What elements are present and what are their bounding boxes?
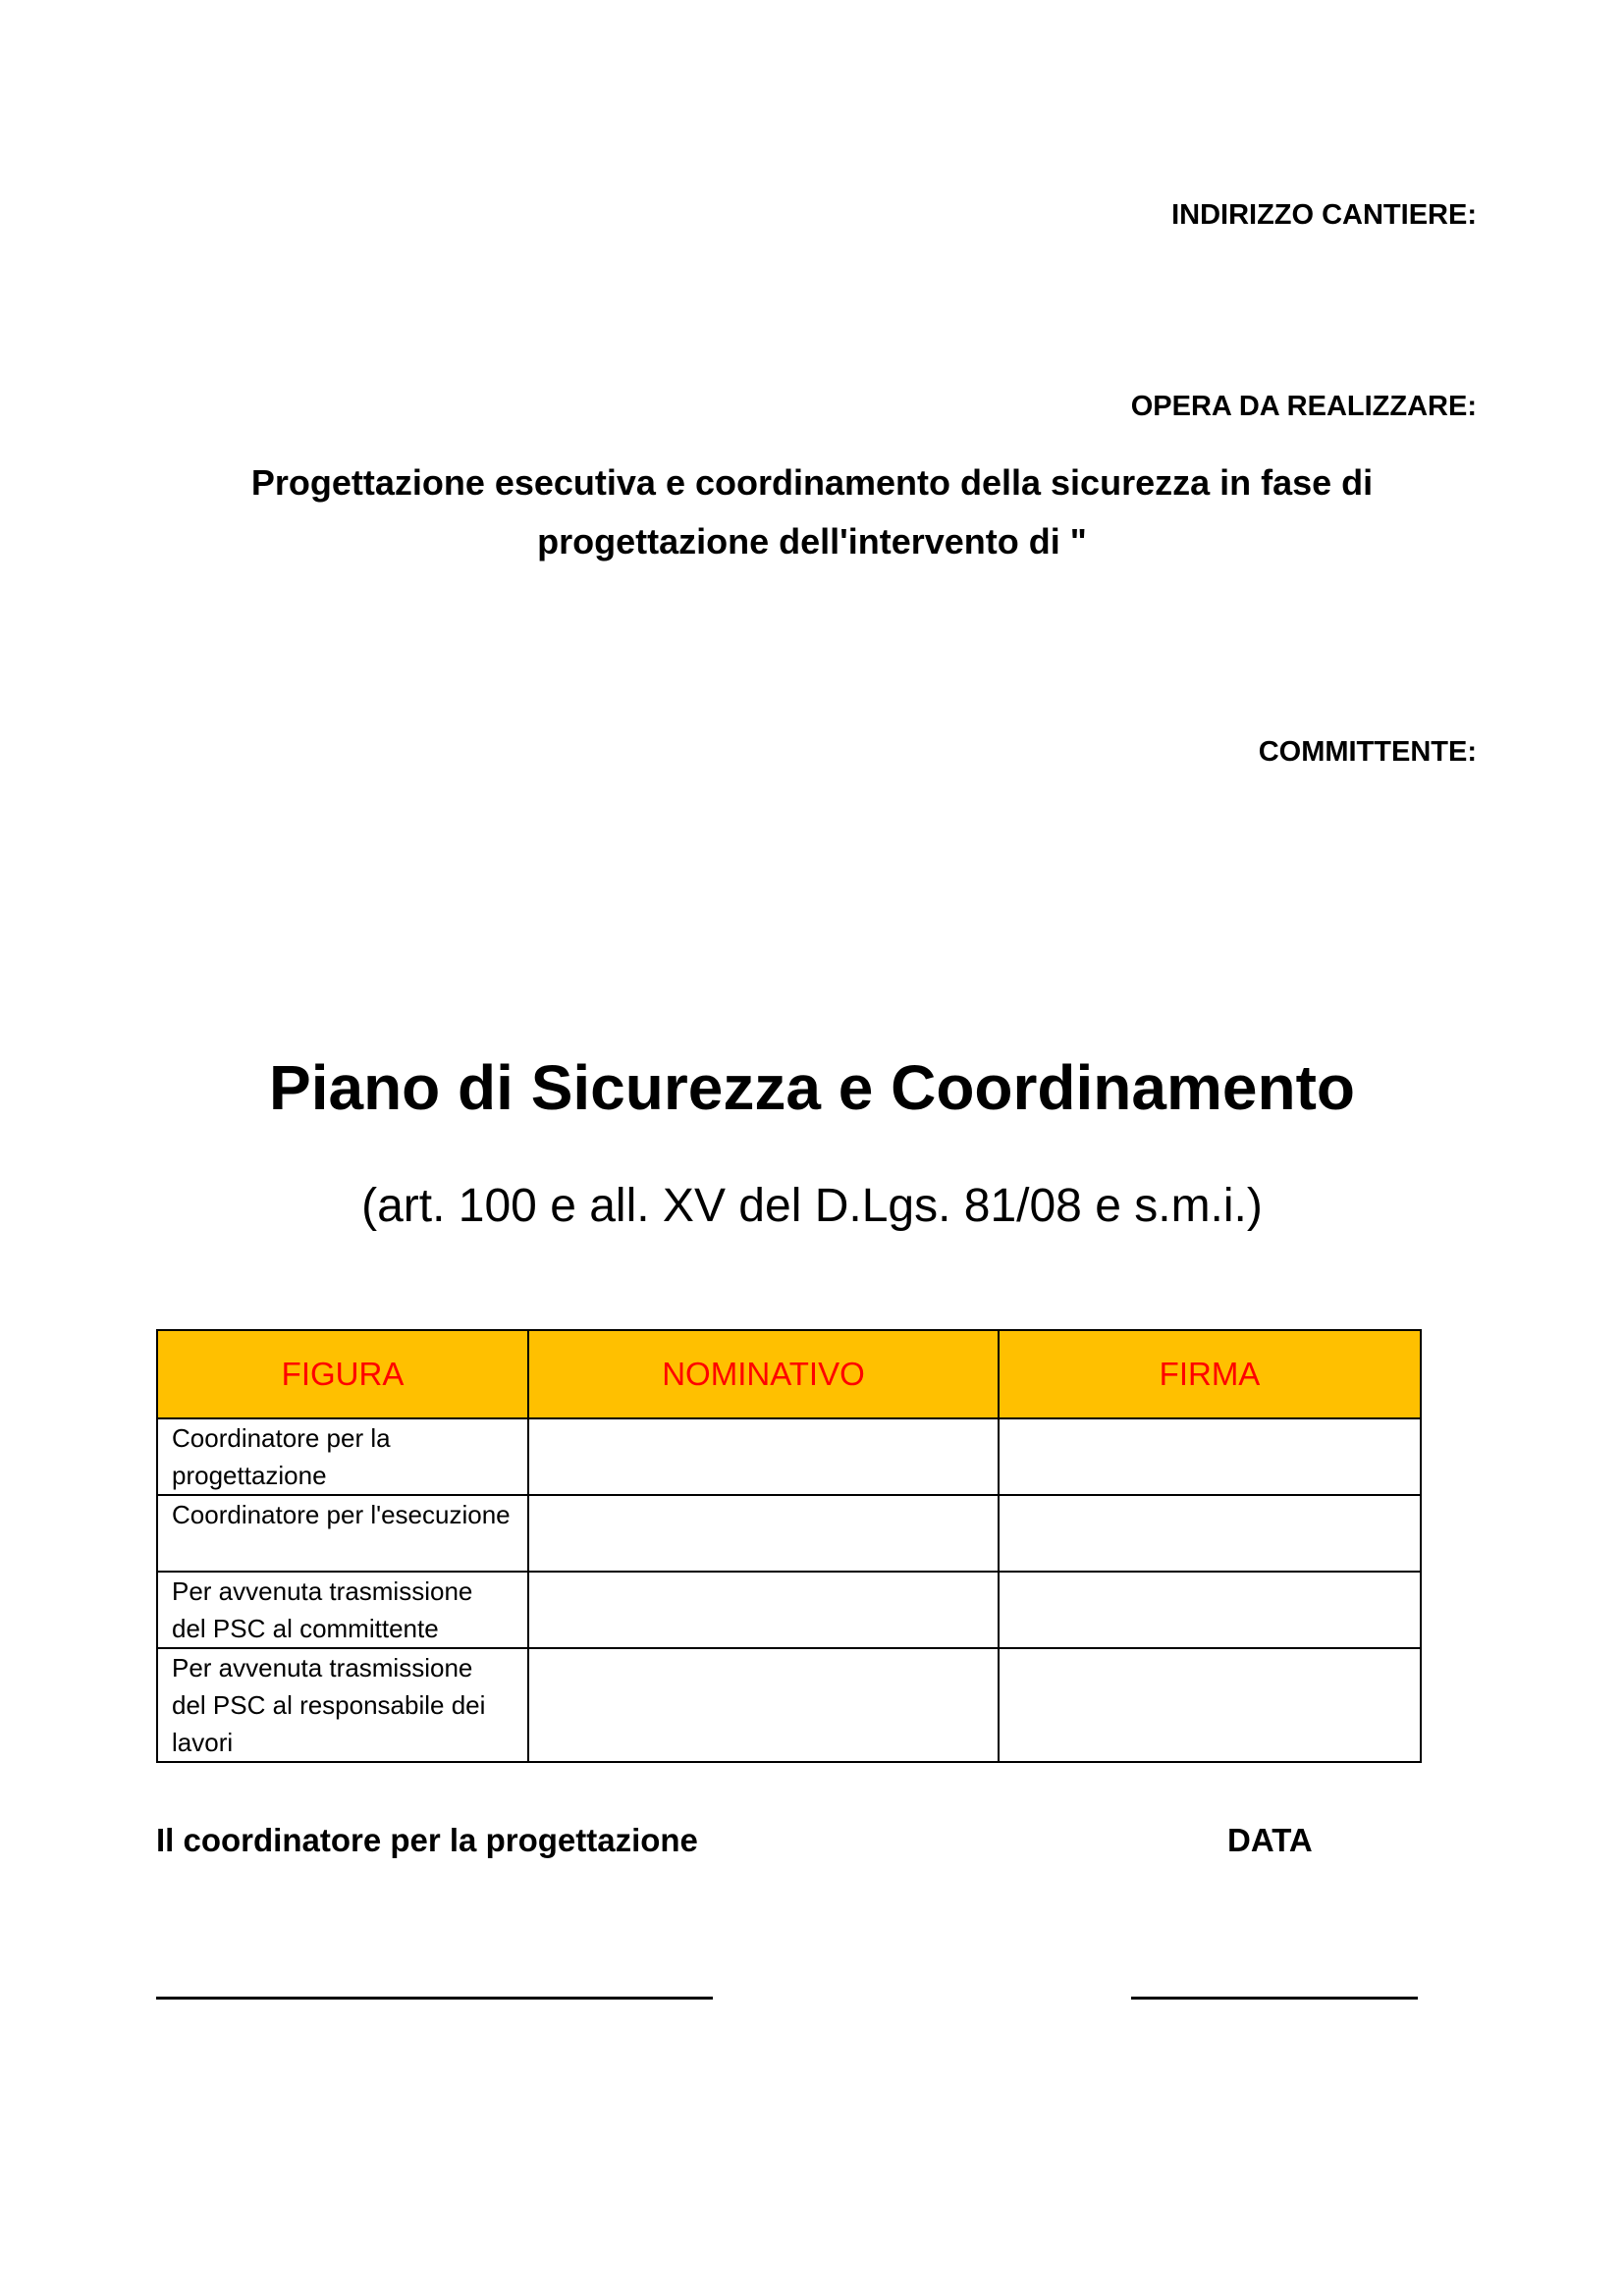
column-header-firma: FIRMA — [999, 1330, 1421, 1418]
table-row — [157, 1648, 1421, 1762]
table-row — [157, 1572, 1421, 1648]
coordinatore-signature-label: Il coordinatore per la progettazione — [156, 1822, 698, 1858]
table-row — [157, 1418, 1421, 1495]
figura-cell: Per avvenuta trasmissione del PSC al committente — [157, 1572, 528, 1648]
firma-cell[interactable] — [999, 1648, 1421, 1762]
figura-cell: Coordinatore per la progettazione — [157, 1418, 528, 1495]
firma-cell[interactable] — [999, 1418, 1421, 1495]
firma-cell[interactable] — [999, 1495, 1421, 1572]
figura-cell: Per avvenuta trasmissione del PSC al responsabile dei lavori — [157, 1648, 528, 1762]
table-row — [157, 1495, 1421, 1572]
date-label: DATA — [1227, 1822, 1313, 1858]
column-header-figura: FIGURA — [157, 1330, 528, 1418]
table-header-row — [157, 1330, 1421, 1418]
opera-description: Progettazione esecutiva e coordinamento della sicurezza in fase di progettazione dell'intervento di " — [250, 462, 1374, 561]
date-signature-line[interactable] — [1131, 1997, 1418, 2000]
firma-cell[interactable] — [999, 1572, 1421, 1648]
signature-table — [156, 1329, 1422, 1763]
column-header-nominativo: NOMINATIVO — [528, 1330, 999, 1418]
document-title: Piano di Sicurezza e Coordinamento — [269, 1052, 1355, 1123]
nominativo-cell[interactable] — [528, 1572, 999, 1648]
nominativo-cell[interactable] — [528, 1495, 999, 1572]
document-subtitle: (art. 100 e all. XV del D.Lgs. 81/08 e s.m.i.) — [361, 1180, 1263, 1232]
committente-label: COMMITTENTE: — [1258, 736, 1477, 768]
coordinatore-signature-line[interactable] — [156, 1997, 713, 2000]
nominativo-cell[interactable] — [528, 1418, 999, 1495]
opera-da-realizzare-label: OPERA DA REALIZZARE: — [1130, 391, 1477, 422]
indirizzo-cantiere-label: INDIRIZZO CANTIERE: — [1171, 199, 1477, 231]
figura-cell: Coordinatore per l'esecuzione — [157, 1495, 528, 1572]
nominativo-cell[interactable] — [528, 1648, 999, 1762]
